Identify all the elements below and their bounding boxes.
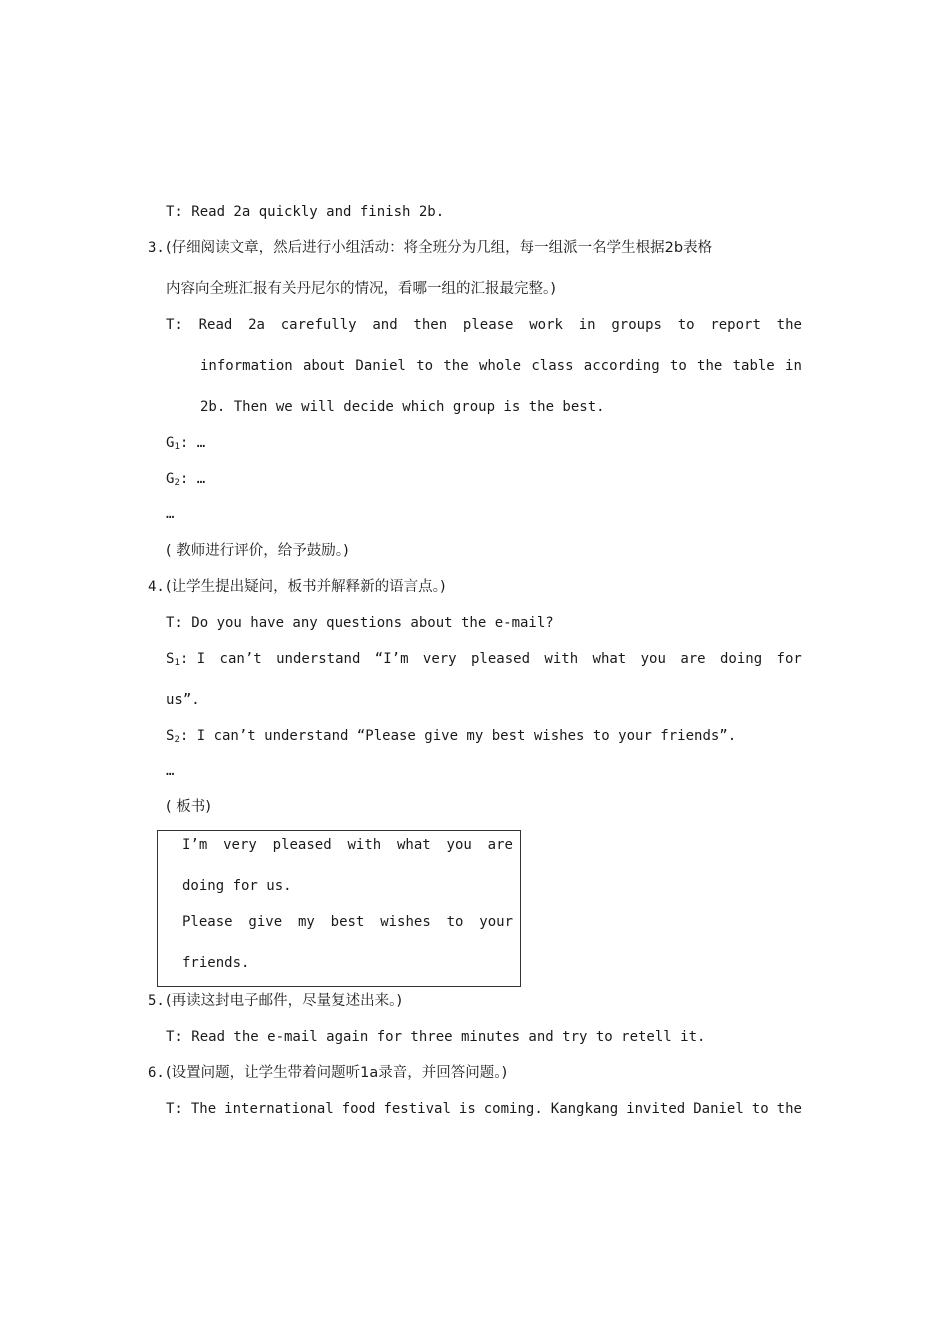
section-3-chinese-line-1: (仔细阅读文章，然后进行小组活动：将全班分为几组，每一组派一名学生根据2b表格 [166, 240, 713, 256]
section-5-teacher-line: T: Read the e-mail again for three minutes and try to retell it. [166, 1029, 706, 1045]
group-1-response: $G_1$: … [166, 435, 206, 452]
blackboard-label: ( 板书) [166, 799, 211, 815]
section-5-chinese: (再读这封电子邮件，尽量复述出来。) [166, 993, 403, 1009]
student-1-question-line-1: $S_1$: I can’t understand “I’m very pleased with what you are doing for [166, 651, 802, 668]
section-3-teacher-note: ( 教师进行评价，给予鼓励。) [166, 543, 349, 559]
student-2-question: $S_2$: I can’t understand “Please give my best wishes to your friends”. [166, 728, 737, 745]
section-4-number: 4. [148, 579, 165, 595]
section-3-teacher-line-1: T: Read 2a carefully and then please work in groups to report the [166, 317, 802, 333]
section-4-chinese: (让学生提出疑问，板书并解释新的语言点。) [166, 579, 446, 595]
group-2-response: $G_2$: … [166, 471, 206, 488]
blackboard-line-4: friends. [182, 955, 250, 971]
section-3-number: 3. [148, 240, 165, 256]
blackboard-line-2: doing for us. [182, 878, 292, 894]
section-4-teacher-question: T: Do you have any questions about the e-mail? [166, 615, 554, 631]
section-3-ellipsis: … [166, 506, 175, 522]
section-6-number: 6. [148, 1065, 165, 1081]
instruction-read-quickly: T: Read 2a quickly and finish 2b. [166, 204, 445, 220]
section-5-number: 5. [148, 993, 165, 1009]
section-6-teacher-line: T: The international food festival is coming. Kangkang invited Daniel to the [166, 1101, 802, 1117]
section-3-teacher-line-3: 2b. Then we will decide which group is the best. [200, 399, 605, 415]
section-6-chinese: (设置问题，让学生带着问题听1a录音，并回答问题。) [166, 1065, 508, 1081]
section-3-teacher-line-2: information about Daniel to the whole class according to the table in [200, 358, 802, 374]
blackboard-line-3: Please give my best wishes to your [182, 914, 513, 930]
section-3-chinese-line-2: 内容向全班汇报有关丹尼尔的情况，看哪一组的汇报最完整。) [166, 281, 556, 297]
student-1-question-line-2: us”. [166, 692, 200, 708]
blackboard-line-1: I’m very pleased with what you are [182, 837, 513, 853]
section-4-ellipsis: … [166, 763, 175, 779]
